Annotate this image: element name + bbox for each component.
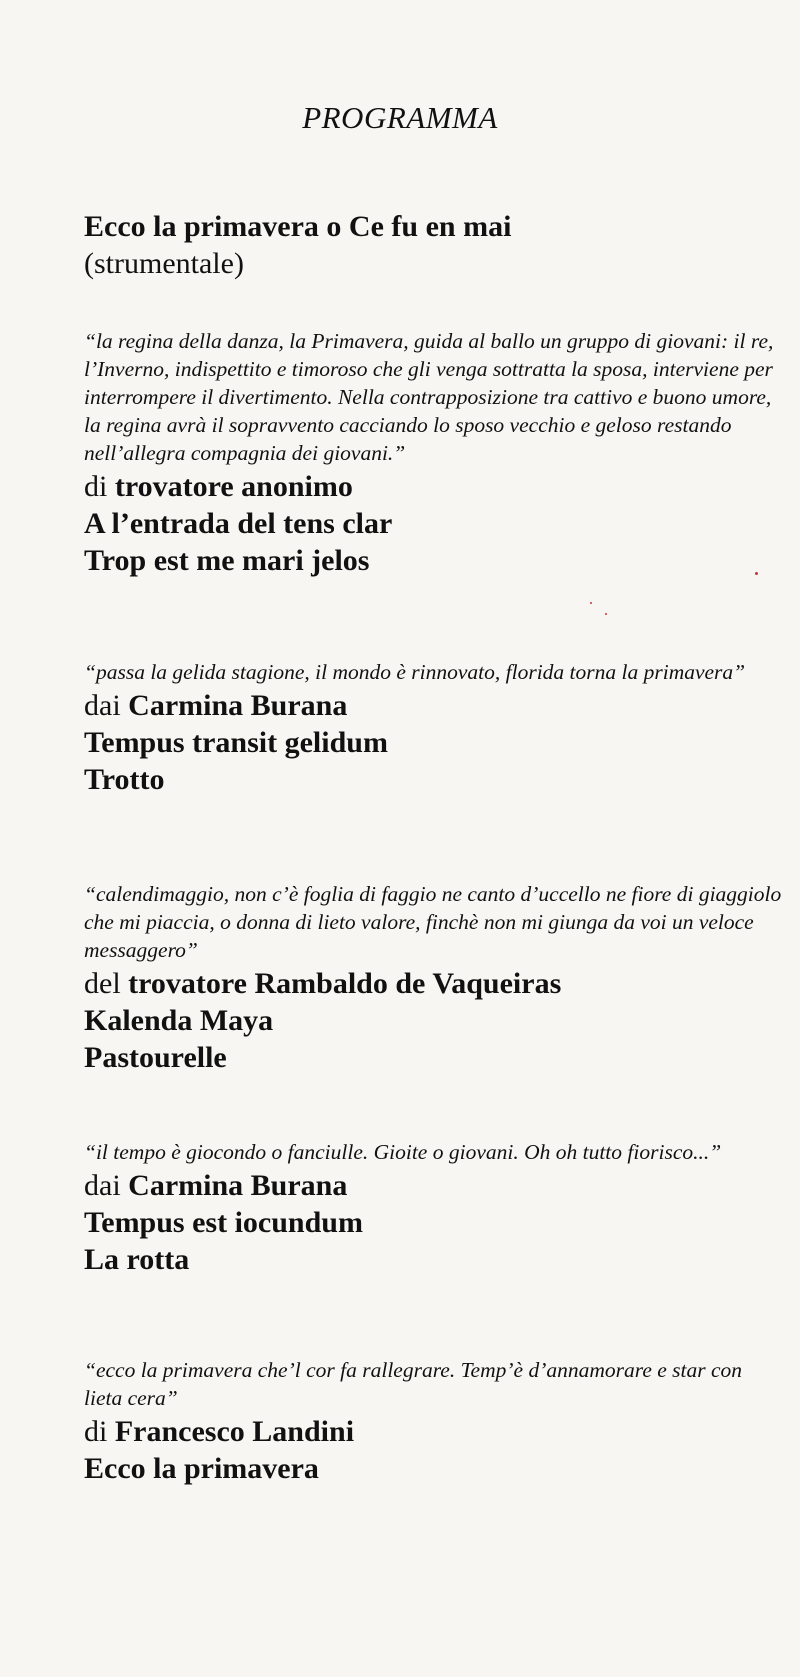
piece-title: Pastourelle (84, 1041, 227, 1074)
attribution-author: trovatore anonimo (114, 470, 353, 503)
page-title: PROGRAMMA (302, 100, 498, 135)
section-quote: “la regina della danza, la Primavera, guida al ballo un gruppo di giovani: il re, l’Inverno, indispettito e timoroso che gli venga sottratta la sposa, interviene per interrompere il divertimento. Nella contrapposizione tra cattivo e buono umore, la regina avrà il sopravvento cacciando lo sposo vecchio e geloso restando nell’allegra compagnia dei giovani.” (84, 329, 774, 465)
piece-title: Tempus est iocundum (84, 1206, 363, 1239)
opening-title: Ecco la primavera o Ce fu en mai (84, 210, 512, 243)
attribution-author: Carmina Burana (128, 689, 348, 722)
print-speck (590, 602, 592, 604)
program-section-2 (84, 658, 784, 798)
opening-heading (84, 208, 784, 282)
piece-title: Tempus transit gelidum (84, 726, 388, 759)
piece-title: A l’entrada del tens clar (84, 507, 393, 540)
piece-title: La rotta (84, 1243, 190, 1276)
attribution-prefix: dai (84, 1169, 121, 1202)
section-quote: “passa la gelida stagione, il mondo è rinnovato, florida torna la primavera” (84, 660, 746, 684)
section-attribution (84, 469, 784, 505)
program-section-1 (84, 327, 784, 579)
print-speck (755, 572, 758, 575)
piece-title: Trop est me mari jelos (84, 544, 370, 577)
opening-piece (84, 208, 784, 282)
section-attribution (84, 1414, 784, 1450)
opening-subtitle: (strumentale) (84, 247, 244, 280)
section-attribution (84, 1168, 784, 1204)
attribution-author: Carmina Burana (128, 1169, 348, 1202)
piece-title: Ecco la primavera (84, 1452, 319, 1485)
section-attribution (84, 966, 784, 1002)
attribution-author: trovatore Rambaldo de Vaqueiras (128, 967, 562, 1000)
attribution-prefix: di (84, 470, 108, 503)
piece-title: Trotto (84, 763, 165, 796)
attribution-author: Francesco Landini (114, 1415, 355, 1448)
attribution-prefix: del (84, 967, 121, 1000)
attribution-prefix: dai (84, 689, 121, 722)
print-speck (605, 613, 607, 615)
piece-title: Kalenda Maya (84, 1004, 274, 1037)
section-quote: “ecco la primavera che’l cor fa rallegrare. Temp’è d’annamorare e star con lieta cera” (84, 1358, 743, 1410)
section-quote: “il tempo è giocondo o fanciulle. Gioite o giovani. Oh oh tutto fiorisco...” (84, 1140, 722, 1164)
section-quote: “calendimaggio, non c’è foglia di faggio ne canto d’uccello ne fiore di giaggiolo che mi piaccia, o donna di lieto valore, finchè non mi giunga da voi un veloce messaggero” (84, 882, 782, 962)
section-attribution (84, 688, 784, 724)
program-section-4 (84, 1138, 784, 1278)
program-section-5 (84, 1356, 784, 1487)
attribution-prefix: di (84, 1415, 108, 1448)
program-section-3 (84, 880, 784, 1076)
